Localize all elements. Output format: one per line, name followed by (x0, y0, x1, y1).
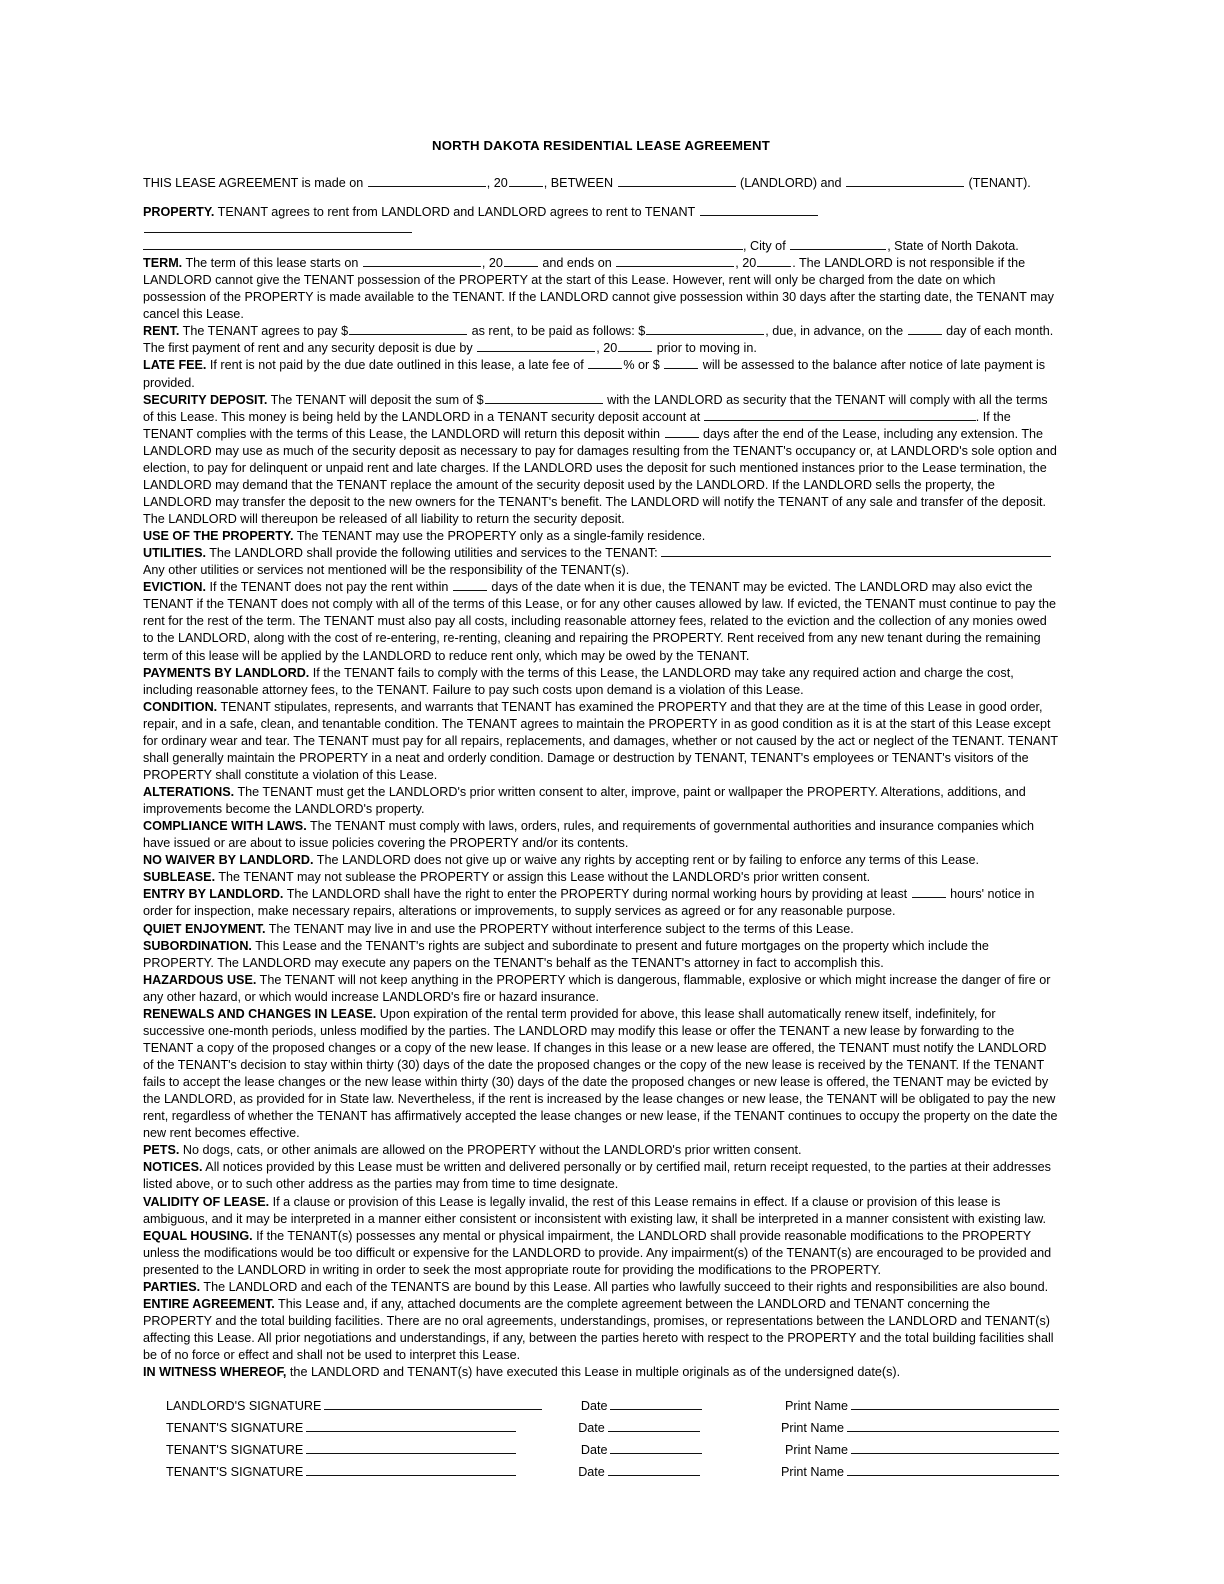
rent-text-1: The TENANT agrees to pay $ (179, 324, 349, 339)
landlord-signature-line[interactable] (324, 1399, 542, 1410)
utilities-text-2: Any other utilities or services not mentioned will be the responsibility of the TENANT(s). (143, 563, 630, 578)
section-sublease (143, 869, 1059, 886)
rent-text-2: as rent, to be paid as follows: $ (468, 324, 646, 339)
section-label-entire-agreement: ENTIRE AGREEMENT. (143, 1296, 275, 1311)
sublease-text-1: The TENANT may not sublease the PROPERTY or assign this Lease without the LANDLORD's prior written consent. (215, 870, 871, 885)
section-eviction (143, 579, 1059, 664)
blank-deposit-account-line[interactable] (704, 409, 976, 420)
security-deposit-text-2: with the LANDLORD as security that the TENANT will comply with all the terms of this Lease. This money is being held by the LANDLORD in a TENANT security deposit account at (143, 392, 1048, 424)
blank-rent-due-date-line[interactable] (477, 341, 595, 352)
blank-rent-day-line[interactable] (908, 324, 942, 335)
pets-text-1: No dogs, cats, or other animals are allowed on the PROPERTY without the LANDLORD's prior written consent. (179, 1143, 802, 1158)
section-equal-housing (143, 1228, 1059, 1279)
tenant-print-name-line-1[interactable] (847, 1421, 1059, 1432)
landlord-print-name-line[interactable] (851, 1399, 1059, 1410)
witness-text-1: the LANDLORD and TENANT(s) have executed this Lease in multiple originals as of the undersigned date(s). (286, 1365, 901, 1380)
signature-cell-tenant-1 (166, 1421, 578, 1435)
signature-row-tenant-3 (166, 1465, 1059, 1487)
section-security-deposit (143, 392, 1059, 529)
date-cell-landlord (581, 1399, 785, 1413)
blank-late-fee-percent-line[interactable] (588, 358, 622, 369)
term-text-4: , 20 (735, 256, 757, 271)
tenant-date-line-1[interactable] (608, 1421, 700, 1432)
tenant-signature-line-3[interactable] (306, 1465, 516, 1476)
term-text-5: . The LANDLORD is not responsible if the LANDLORD cannot give the TENANT possession of the PROPERTY at the start of this Lease. However, rent will only be charged from the date on which possession of the PROPERTY is made available to the TENANT. If the LANDLORD cannot give possession within 30 days after the starting date, the TENANT may cancel this Lease. (143, 256, 1054, 322)
section-label-pets: PETS. (143, 1143, 180, 1158)
blank-entry-hours-line[interactable] (912, 887, 946, 898)
blank-property-address-line[interactable] (700, 205, 818, 216)
blank-date-line[interactable] (368, 176, 486, 187)
blank-property-address-line-2[interactable] (144, 222, 412, 233)
signature-row-tenant-2 (166, 1443, 1059, 1465)
section-use-of-property (143, 528, 1059, 545)
date-cell-tenant-2 (581, 1443, 785, 1457)
section-condition (143, 699, 1059, 784)
section-subordination (143, 938, 1059, 972)
intro-text-5: (TENANT). (965, 175, 1031, 190)
signature-cell-tenant-2 (166, 1443, 581, 1457)
blank-term-start-year[interactable] (504, 256, 538, 267)
rent-text-5: , 20 (596, 341, 618, 356)
entire-agreement-text-1: This Lease and, if any, attached documents are the complete agreement between the LANDLORD and TENANT concerning the PROPERTY and the total building facilities. There are no oral agreements, understandings, promises, or representations between the LANDLORD and TENANT(s) affecting this Lease. All prior negotiations and understandings, if any, between the parties hereto with respect to the PROPERTY and the total building facilities shall be of no force or effect and shall not be used to interpret this Lease. (143, 1296, 1054, 1363)
late-fee-text-2: % or $ (623, 358, 664, 373)
print-name-cell-landlord (785, 1399, 1059, 1413)
intro-text-2: , 20 (486, 175, 508, 190)
signature-cell-tenant-3 (166, 1465, 578, 1479)
section-compliance-with-laws (143, 818, 1059, 852)
witness-clause (143, 1364, 1059, 1381)
date-label-4: Date (578, 1465, 605, 1480)
section-payments-by-landlord (143, 665, 1059, 699)
blank-property-address-line-3[interactable] (143, 239, 743, 250)
tenant-signature-line-1[interactable] (306, 1421, 516, 1432)
property-text-2: , City of (743, 239, 790, 254)
section-label-compliance-with-laws: COMPLIANCE WITH LAWS. (143, 819, 307, 834)
section-label-equal-housing: EQUAL HOUSING. (143, 1228, 253, 1243)
blank-landlord-line[interactable] (618, 176, 736, 187)
blank-deposit-return-days-line[interactable] (665, 426, 699, 437)
tenant-signature-label-1: TENANT'S SIGNATURE (166, 1421, 304, 1436)
validity-text-1: If a clause or provision of this Lease is legally invalid, the rest of this Lease remains in effect. If a clause or provision of this lease is ambiguous, and it may be interpreted in a manner either consistent or inconsistent with existing law, it shall be interpreted in a manner consistent with existing law. (143, 1194, 1047, 1226)
hazardous-use-text-1: The TENANT will not keep anything in the PROPERTY which is dangerous, flammable, explosive or which might increase the danger of fire or any other hazard, or which would increase LANDLORD's fire or hazard insurance. (143, 972, 1051, 1004)
blank-utilities-line[interactable] (661, 546, 1051, 557)
section-label-late-fee: LATE FEE. (143, 358, 207, 373)
payments-by-landlord-text-1: If the TENANT fails to comply with the terms of this Lease, the LANDLORD may take any required action and charge the cost, including reasonable attorney fees, to the TENANT. Failure to pay such costs upon demand is a violation of this Lease. (143, 665, 1014, 697)
tenant-signature-line-2[interactable] (306, 1443, 516, 1454)
section-notices (143, 1159, 1059, 1193)
equal-housing-text-1: If the TENANT(s) possesses any mental or physical impairment, the LANDLORD shall provide reasonable modifications to the PROPERTY unless the modifications would be too difficult or expensive for the LANDLORD to provide. Any impairment(s) of the TENANT(s) are encouraged to be provided and presented to the LANDLORD in writing in order to seek the most appropriate route for providing the modifications to the PROPERTY. (143, 1228, 1052, 1277)
section-label-notices: NOTICES. (143, 1160, 203, 1175)
print-name-label-1: Print Name (785, 1399, 848, 1414)
section-label-security-deposit: SECURITY DEPOSIT. (143, 392, 268, 407)
paragraph-intro (143, 175, 1059, 192)
section-no-waiver (143, 852, 1059, 869)
section-label-use-of-property: USE OF THE PROPERTY. (143, 529, 294, 544)
term-text-3: and ends on (538, 256, 616, 271)
section-alterations (143, 784, 1059, 818)
security-deposit-text-3: . If the TENANT complies with the terms of this Lease, the LANDLORD will return this deposit within (143, 409, 1011, 441)
blank-late-fee-amount-line[interactable] (664, 358, 698, 369)
print-name-cell-tenant-1 (781, 1421, 1059, 1435)
document-body (143, 138, 1059, 1487)
date-cell-tenant-3 (578, 1465, 781, 1479)
renewals-text-1: Upon expiration of the rental term provided for above, this lease shall automatically renew itself, indefinitely, for successive one-month periods, unless modified by the parties. The LANDLORD may modify this lease or offer the TENANT a new lease by forwarding to the TENANT a copy of the proposed changes or a copy of the new lease. If changes in this lease or a new lease are offered, the TENANT must notify the LANDLORD of the TENANT's decision to stay within thirty (30) days of the date the proposed changes or the copy of the new lease is received by the TENANT. If the TENANT fails to accept the lease changes or the new lease within thirty (30) days of the date the proposed changes or new lease is offered, the TENANT may be evicted by the LANDLORD, as provided for in State law. Nevertheless, if the rent is increased by the lease changes or new lease, the TENANT will be obligated to pay the new rent, regardless of whether the TENANT has affirmatively accepted the lease changes or new lease, if the TENANT continues to occupy the property on the date the new rent becomes effective. (143, 1006, 1058, 1141)
section-term (143, 255, 1059, 323)
print-name-cell-tenant-3 (781, 1465, 1059, 1479)
page-title: NORTH DAKOTA RESIDENTIAL LEASE AGREEMENT (432, 138, 770, 153)
section-label-property: PROPERTY. (143, 204, 215, 219)
section-label-subordination: SUBORDINATION. (143, 938, 252, 953)
term-text-2: , 20 (481, 256, 503, 271)
section-entire-agreement (143, 1296, 1059, 1364)
section-label-condition: CONDITION. (143, 699, 218, 714)
quiet-enjoyment-text-1: The TENANT may live in and use the PROPERTY without interference subject to the terms of this Lease. (265, 921, 854, 936)
blank-term-end-line[interactable] (616, 256, 734, 267)
date-label-2: Date (578, 1421, 605, 1436)
section-utilities (143, 545, 1059, 579)
section-quiet-enjoyment (143, 921, 1059, 938)
rent-text-4: day of each month. The first payment of rent and any security deposit is due by (143, 324, 1054, 356)
section-label-entry-by-landlord: ENTRY BY LANDLORD. (143, 887, 284, 902)
rent-text-6: prior to moving in. (653, 341, 757, 356)
blank-eviction-days-line[interactable] (453, 580, 487, 591)
section-label-hazardous-use: HAZARDOUS USE. (143, 972, 257, 987)
notices-text-1: All notices provided by this Lease must be written and delivered personally or by certified mail, return receipt requested, to the parties at their addresses listed above, or to such other address as the parties may from time to time designate. (143, 1160, 1051, 1192)
section-validity (143, 1194, 1059, 1228)
section-late-fee (143, 357, 1059, 391)
parties-text-1: The LANDLORD and each of the TENANTS are bound by this Lease. All parties who lawfully succeed to their rights and responsibilities are also bound. (200, 1279, 1049, 1294)
print-name-label-3: Print Name (785, 1443, 848, 1458)
section-entry-by-landlord (143, 886, 1059, 920)
intro-text-4: (LANDLORD) and (736, 175, 846, 190)
no-waiver-text-1: The LANDLORD does not give up or waive any rights by accepting rent or by failing to enforce any terms of this Lease. (313, 853, 979, 868)
blank-rent-amount-line[interactable] (349, 324, 467, 335)
date-label-1: Date (580, 1399, 608, 1414)
signature-row-tenant-1 (166, 1421, 1059, 1443)
entry-by-landlord-text-2: hours' notice in order for inspection, make necessary repairs, alterations or improvements, to supply services as agreed or for any reasonable purpose. (143, 887, 1035, 919)
section-hazardous-use (143, 972, 1059, 1006)
subordination-text-1: This Lease and the TENANT's rights are subject and subordinate to present and future mortgages on the property which include the PROPERTY. The LANDLORD may execute any papers on the TENANT's behalf as the TENANT's attorney in fact to accomplish this. (143, 938, 989, 970)
section-label-eviction: EVICTION. (143, 580, 206, 595)
alterations-text-1: The TENANT must get the LANDLORD's prior written consent to alter, improve, paint or wallpaper the PROPERTY. Alterations, additions, and improvements become the LANDLORD's property. (143, 785, 1026, 817)
section-renewals (143, 1006, 1059, 1143)
late-fee-text-1: If rent is not paid by the due date outlined in this lease, a late fee of (206, 358, 588, 373)
blank-term-start-line[interactable] (363, 256, 481, 267)
landlord-signature-label: LANDLORD'S SIGNATURE (166, 1399, 322, 1414)
landlord-date-line[interactable] (610, 1399, 702, 1410)
section-label-sublease: SUBLEASE. (143, 870, 216, 885)
section-label-alterations: ALTERATIONS. (143, 785, 235, 800)
section-parties (143, 1279, 1059, 1296)
print-name-cell-tenant-2 (785, 1443, 1059, 1457)
signature-cell-landlord (166, 1399, 581, 1413)
late-fee-text-3: will be assessed to the balance after notice of late payment is provided. (143, 358, 1046, 390)
compliance-with-laws-text-1: The TENANT must comply with laws, orders, rules, and requirements of governmental authorities and insurance companies which have issued or are about to issue policies covering the PROPERTY and/or its contents. (143, 819, 1034, 851)
security-deposit-text-4: days after the end of the Lease, including any extension. The LANDLORD may use as much of the security deposit as necessary to pay for damages resulting from the TENANT's occupancy or, at LANDLORD's sole option and election, to pay for delinquent or unpaid rent and late charges. If the LANDLORD uses the deposit for such mentioned instances prior to the Lease termination, the LANDLORD may demand that the TENANT replace the amount of the security deposit used by the LANDLORD. If the LANDLORD sells the property, the LANDLORD may transfer the deposit to the new owners for the TENANT's benefit. The LANDLORD will notify the TENANT of any sale and transfer of the deposit. The LANDLORD will thereupon be released of all liability to return the security deposit. (143, 426, 1057, 527)
eviction-text-2: days of the date when it is due, the TENANT may be evicted. The LANDLORD may also evict the TENANT if the TENANT does not comply with all of the terms of this Lease, or for any other causes allowed by law. If evicted, the TENANT must continue to pay the rent for the rest of the term. The TENANT must also pay all costs, including reasonable attorney fees, related to the eviction and the collection of any monies owed to the LANDLORD, along with the cost of re-entering, re-renting, cleaning and repairing the PROPERTY. Rent received from any new tenant during the remaining term of this lease will be applied by the LANDLORD to reduce rent only, which may be owed by the TENANT. (143, 580, 1057, 663)
intro-text-3: , BETWEEN (543, 175, 617, 190)
section-label-utilities: UTILITIES. (143, 546, 206, 561)
witness-label: IN WITNESS WHEREOF, (143, 1365, 287, 1380)
blank-city-line[interactable] (790, 239, 886, 250)
entry-by-landlord-text-1: The LANDLORD shall have the right to enter the PROPERTY during normal working hours by providing at least (283, 887, 911, 902)
section-label-parties: PARTIES. (143, 1279, 201, 1294)
blank-deposit-amount-line[interactable] (485, 392, 603, 403)
tenant-date-line-2[interactable] (610, 1443, 702, 1454)
print-name-label-4: Print Name (781, 1465, 844, 1480)
property-text-1: TENANT agrees to rent from LANDLORD and LANDLORD agrees to rent to TENANT (214, 204, 699, 219)
date-cell-tenant-1 (578, 1421, 781, 1435)
section-label-validity: VALIDITY OF LEASE. (143, 1194, 270, 1209)
section-label-payments-by-landlord: PAYMENTS BY LANDLORD. (143, 665, 310, 680)
signature-block (166, 1399, 1059, 1487)
section-rent (143, 323, 1059, 357)
term-text-1: The term of this lease starts on (182, 256, 362, 271)
blank-tenant-line[interactable] (846, 176, 964, 187)
intro-text-1: THIS LEASE AGREEMENT is made on (143, 175, 367, 190)
section-property (143, 204, 1059, 255)
security-deposit-text-1: The TENANT will deposit the sum of $ (267, 392, 484, 407)
blank-rent-installment-line[interactable] (646, 324, 764, 335)
tenant-print-name-line-3[interactable] (847, 1465, 1059, 1476)
rent-text-3: , due, in advance, on the (765, 324, 907, 339)
condition-text-1: TENANT stipulates, represents, and warrants that TENANT has examined the PROPERTY and that they are at the time of this Lease in good order, repair, and in a safe, clean, and tenantable condition. The TENANT agrees to maintain the PROPERTY in as good condition as it is at the start of this Lease except for ordinary wear and tear. The TENANT must pay for all repairs, replacements, and damages, whether or not caused by the act or neglect of the TENANT. TENANT shall generally maintain the PROPERTY in a neat and orderly condition. Damage or destruction by TENANT, TENANT's employees or TENANT's visitors of the PROPERTY shall constitute a violation of this Lease. (143, 699, 1058, 782)
tenant-print-name-line-2[interactable] (851, 1443, 1059, 1454)
signature-row-landlord (166, 1399, 1059, 1421)
blank-rent-due-year-line[interactable] (618, 341, 652, 352)
eviction-text-1: If the TENANT does not pay the rent within (205, 580, 452, 595)
tenant-signature-label-3: TENANT'S SIGNATURE (166, 1465, 304, 1480)
use-of-property-text-1: The TENANT may use the PROPERTY only as a single-family residence. (293, 529, 706, 544)
section-label-renewals: RENEWALS AND CHANGES IN LEASE. (143, 1006, 377, 1021)
tenant-date-line-3[interactable] (608, 1465, 700, 1476)
blank-term-end-year[interactable] (757, 256, 791, 267)
utilities-text-1: The LANDLORD shall provide the following utilities and services to the TENANT: (205, 546, 662, 561)
section-label-rent: RENT. (143, 324, 180, 339)
property-text-3: , State of North Dakota. (887, 239, 1019, 254)
date-label-3: Date (580, 1443, 608, 1458)
blank-year-line[interactable] (509, 176, 543, 187)
section-pets (143, 1142, 1059, 1159)
tenant-signature-label-2: TENANT'S SIGNATURE (166, 1443, 304, 1458)
section-label-no-waiver: NO WAIVER BY LANDLORD. (143, 853, 314, 868)
section-label-term: TERM. (143, 256, 183, 271)
print-name-label-2: Print Name (781, 1421, 844, 1436)
section-label-quiet-enjoyment: QUIET ENJOYMENT. (143, 921, 266, 936)
